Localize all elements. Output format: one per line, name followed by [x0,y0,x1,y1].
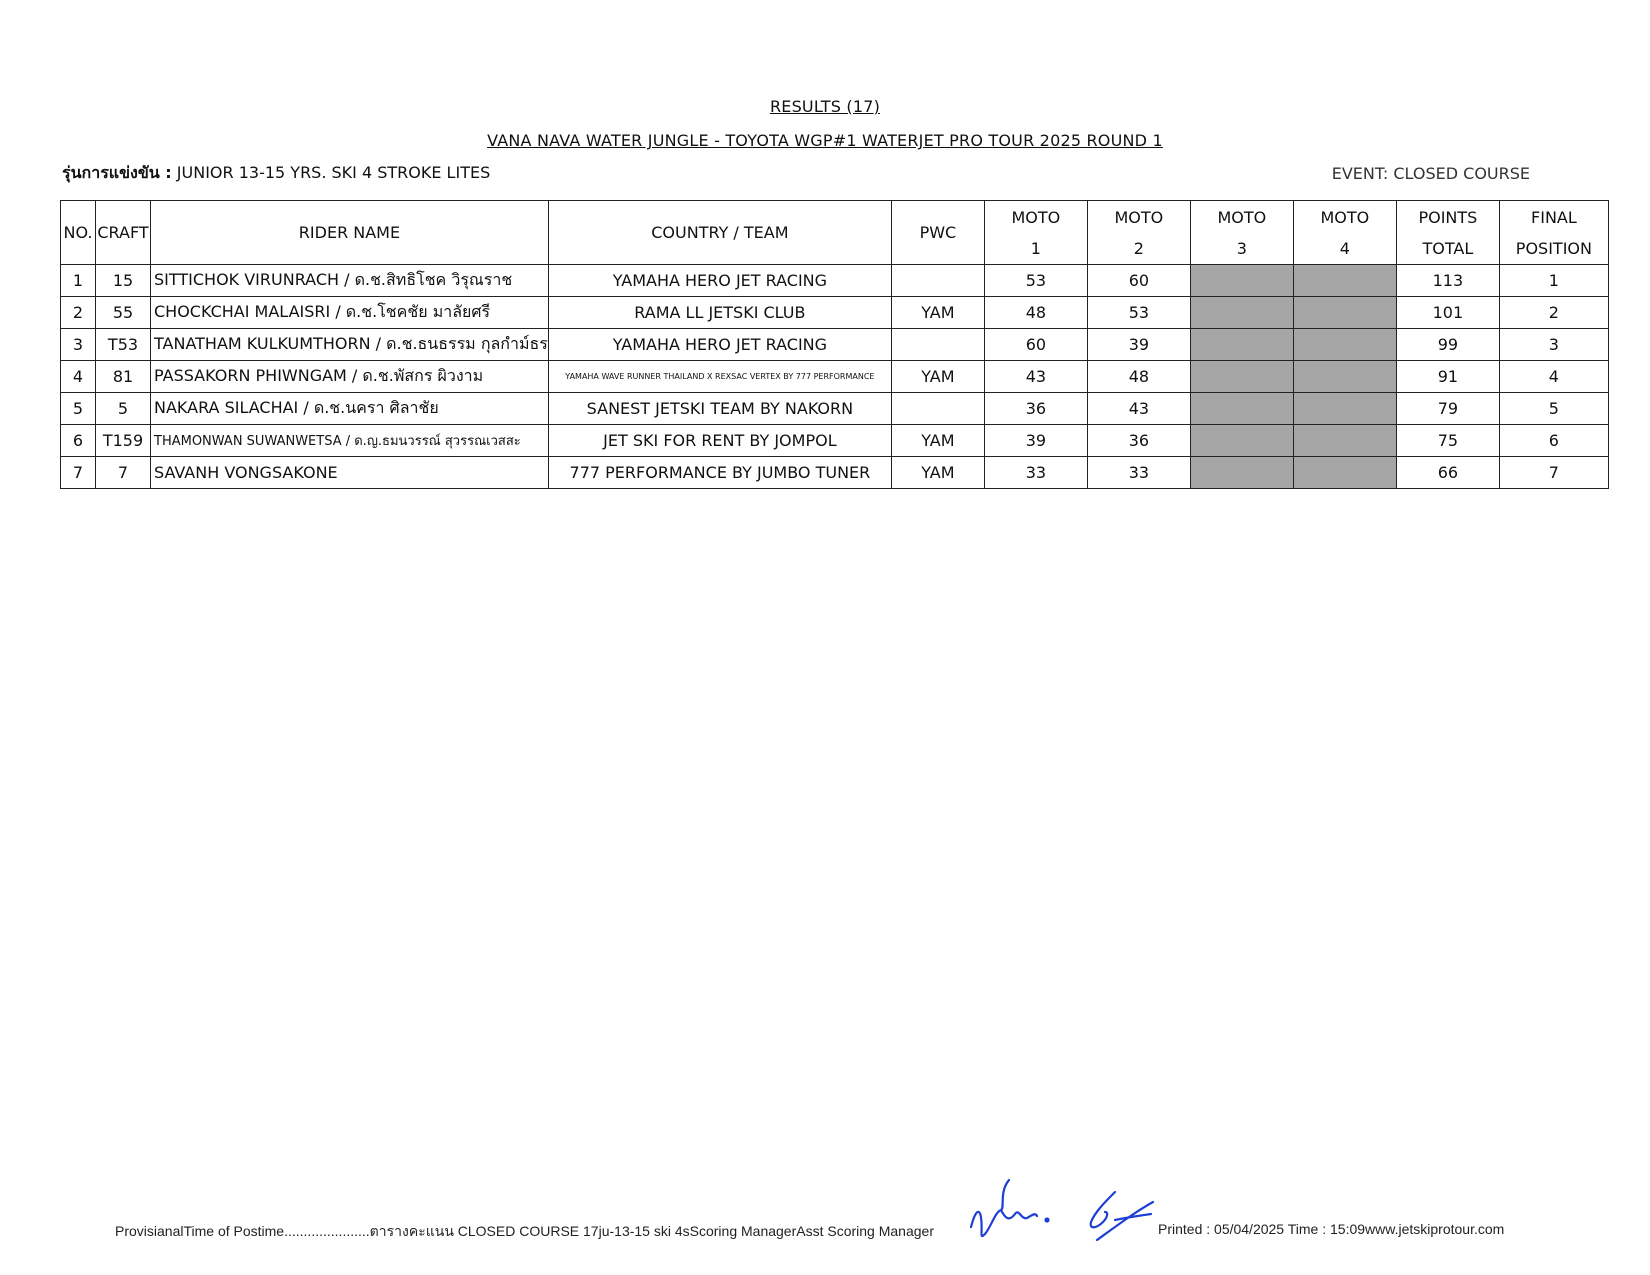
cell-team: 777 PERFORMANCE BY JUMBO TUNER [548,457,891,489]
cell-moto2: 60 [1087,265,1190,297]
cell-position: 6 [1499,425,1608,457]
cell-moto2: 53 [1087,297,1190,329]
cell-no: 1 [61,265,96,297]
cell-pwc: YAM [891,457,984,489]
cell-points: 101 [1396,297,1499,329]
cell-pwc: YAM [891,297,984,329]
cell-team: RAMA LL JETSKI CLUB [548,297,891,329]
cell-craft: 5 [96,393,151,425]
cell-moto1: 43 [984,361,1087,393]
cell-moto1: 53 [984,265,1087,297]
cell-position: 4 [1499,361,1608,393]
cell-moto3 [1190,393,1293,425]
footer-text: ProvisianalTime of Postime......................ตารางคะแนน CLOSED COURSE 17ju-13-15 ski 4sScoring ManagerAsst Scoring Manager [115,1223,934,1239]
table-row [61,361,1609,393]
col-final-position: FINAL POSITION [1499,201,1608,265]
class-prefix: รุ่นการแข่งขัน : [62,163,172,182]
cell-team: JET SKI FOR RENT BY JOMPOL [548,425,891,457]
cell-craft: 81 [96,361,151,393]
handwritten-signature [965,1172,1165,1252]
cell-moto4 [1293,393,1396,425]
col-moto3: MOTO 3 [1190,201,1293,265]
cell-position: 2 [1499,297,1608,329]
results-title: RESULTS (17) [769,97,881,116]
cell-rider: NAKARA SILACHAI / ด.ช.นครา ศิลาชัย [151,393,549,425]
cell-team: YAMAHA WAVE RUNNER THAILAND X REXSAC VERTEX BY 777 PERFORMANCE [548,361,891,393]
cell-no: 4 [61,361,96,393]
col-points-total: POINTS TOTAL [1396,201,1499,265]
cell-moto1: 36 [984,393,1087,425]
table-row [61,425,1609,457]
cell-points: 113 [1396,265,1499,297]
cell-moto1: 48 [984,297,1087,329]
cell-moto3 [1190,329,1293,361]
cell-moto3 [1190,265,1293,297]
cell-no: 5 [61,393,96,425]
cell-rider: PASSAKORN PHIWNGAM / ด.ช.พัสกร ผิวงาม [151,361,549,393]
table-row [61,265,1609,297]
cell-craft: 55 [96,297,151,329]
table-row [61,457,1609,489]
cell-moto2: 39 [1087,329,1190,361]
cell-rider: SITTICHOK VIRUNRACH / ด.ช.สิทธิโชค วิรุณราช [151,265,549,297]
cell-craft: T159 [96,425,151,457]
table-row [61,329,1609,361]
event-title: VANA NAVA WATER JUNGLE - TOYOTA WGP#1 WATERJET PRO TOUR 2025 ROUND 1 [487,131,1163,150]
cell-moto4 [1293,457,1396,489]
cell-points: 66 [1396,457,1499,489]
cell-position: 1 [1499,265,1608,297]
table-row [61,297,1609,329]
cell-moto4 [1293,361,1396,393]
cell-rider: THAMONWAN SUWANWETSA / ด.ญ.ธมนวรรณ์ สุวรรณเวสสะ [151,425,549,457]
printed-info: Printed : 05/04/2025 Time : 15:09www.jetskiprotour.com [1158,1221,1505,1237]
cell-rider: TANATHAM KULKUMTHORN / ด.ช.ธนธรรม กุลกำม์ธร [151,329,549,361]
cell-pwc: YAM [891,425,984,457]
col-rider: RIDER NAME [151,201,549,265]
cell-pwc: YAM [891,361,984,393]
col-team: COUNTRY / TEAM [548,201,891,265]
cell-moto2: 48 [1087,361,1190,393]
cell-craft: 15 [96,265,151,297]
col-craft: CRAFT [96,201,151,265]
col-moto1: MOTO 1 [984,201,1087,265]
cell-pwc [891,265,984,297]
cell-pwc [891,393,984,425]
cell-moto4 [1293,265,1396,297]
cell-no: 2 [61,297,96,329]
cell-moto1: 33 [984,457,1087,489]
cell-craft: 7 [96,457,151,489]
cell-moto2: 36 [1087,425,1190,457]
col-moto2: MOTO 2 [1087,201,1190,265]
cell-moto1: 39 [984,425,1087,457]
cell-no: 3 [61,329,96,361]
cell-moto4 [1293,329,1396,361]
results-table [60,200,1609,489]
col-pwc: PWC [891,201,984,265]
cell-moto3 [1190,361,1293,393]
cell-rider: SAVANH VONGSAKONE [151,457,549,489]
cell-points: 91 [1396,361,1499,393]
table-row [61,393,1609,425]
cell-team: YAMAHA HERO JET RACING [548,265,891,297]
cell-moto2: 33 [1087,457,1190,489]
cell-craft: T53 [96,329,151,361]
cell-moto3 [1190,457,1293,489]
cell-points: 79 [1396,393,1499,425]
class-name: JUNIOR 13-15 YRS. SKI 4 STROKE LITES [176,163,491,182]
cell-position: 7 [1499,457,1608,489]
cell-moto3 [1190,425,1293,457]
cell-rider: CHOCKCHAI MALAISRI / ด.ช.โชคชัย มาลัยศรี [151,297,549,329]
event-type: EVENT: CLOSED COURSE [1331,164,1530,183]
class-label [62,161,490,186]
cell-moto4 [1293,425,1396,457]
cell-moto3 [1190,297,1293,329]
cell-moto4 [1293,297,1396,329]
cell-no: 6 [61,425,96,457]
header-row [61,201,1609,265]
cell-team: SANEST JETSKI TEAM BY NAKORN [548,393,891,425]
cell-no: 7 [61,457,96,489]
cell-position: 3 [1499,329,1608,361]
cell-team: YAMAHA HERO JET RACING [548,329,891,361]
cell-moto1: 60 [984,329,1087,361]
col-moto4: MOTO 4 [1293,201,1396,265]
cell-points: 75 [1396,425,1499,457]
cell-position: 5 [1499,393,1608,425]
cell-moto2: 43 [1087,393,1190,425]
cell-pwc [891,329,984,361]
cell-points: 99 [1396,329,1499,361]
col-no: NO. [61,201,96,265]
